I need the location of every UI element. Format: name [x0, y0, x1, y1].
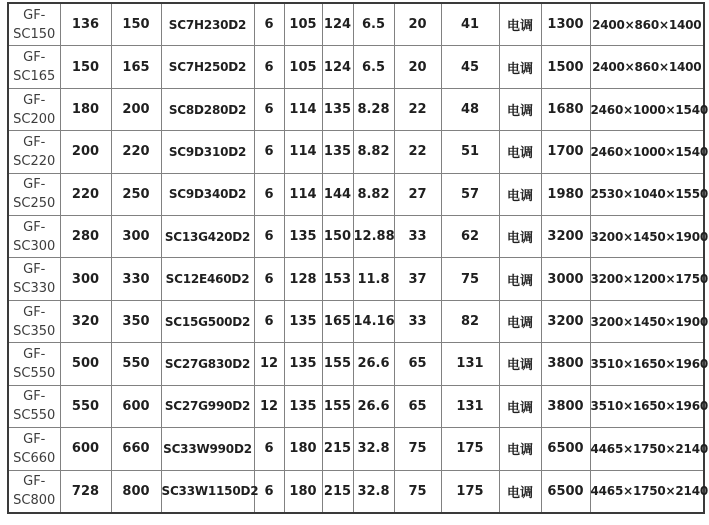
model-line1: GF- — [23, 134, 46, 150]
value-cell: SC7H230D2 — [161, 3, 254, 46]
value-cell: 12 — [254, 385, 284, 427]
value-cell: 180 — [284, 428, 322, 470]
model-cell — [8, 3, 60, 46]
model-line2: SC550 — [13, 365, 56, 381]
value-cell: 3800 — [541, 343, 590, 385]
value-cell: 280 — [60, 216, 111, 258]
value-cell: 660 — [111, 428, 161, 470]
value-cell: 6 — [254, 88, 284, 130]
model-line1: GF- — [23, 346, 46, 362]
value-cell: 135 — [284, 343, 322, 385]
value-cell: 3510×1650×1960 — [590, 343, 704, 385]
value-cell: 6 — [254, 300, 284, 342]
value-cell: 200 — [111, 88, 161, 130]
value-cell: 165 — [322, 300, 353, 342]
value-cell: 6 — [254, 46, 284, 88]
value-cell: 电调 — [499, 258, 541, 300]
value-cell: 135 — [322, 131, 353, 173]
value-cell: 20 — [394, 3, 441, 46]
spec-table — [7, 2, 709, 514]
value-cell: 124 — [322, 3, 353, 46]
model-cell — [8, 385, 60, 427]
model-cell — [8, 258, 60, 300]
value-cell: 6 — [254, 258, 284, 300]
model-line1: GF- — [23, 474, 46, 490]
value-cell: 电调 — [499, 46, 541, 88]
value-cell: 电调 — [499, 385, 541, 427]
value-cell: 600 — [111, 385, 161, 427]
value-cell: 150 — [322, 216, 353, 258]
model-line2: SC550 — [13, 408, 56, 424]
value-cell: 550 — [111, 343, 161, 385]
value-cell: 1300 — [541, 3, 590, 46]
value-cell: 6 — [254, 428, 284, 470]
value-cell: 62 — [441, 216, 499, 258]
value-cell: 12.88 — [353, 216, 394, 258]
table-row — [8, 216, 704, 258]
value-cell: 114 — [284, 88, 322, 130]
spec-table-body — [8, 3, 709, 513]
value-cell: 1980 — [541, 173, 590, 215]
value-cell: 6500 — [541, 428, 590, 470]
model-line1: GF- — [23, 262, 46, 278]
value-cell: 3200 — [541, 216, 590, 258]
model-line2: SC350 — [13, 323, 56, 339]
model-line1: GF- — [23, 219, 46, 235]
value-cell: 3200×1200×1750 — [590, 258, 704, 300]
value-cell: SC33W990D2 — [161, 428, 254, 470]
value-cell: 6 — [254, 131, 284, 173]
value-cell: SC27G830D2 — [161, 343, 254, 385]
value-cell: 200 — [60, 131, 111, 173]
value-cell: 250 — [111, 173, 161, 215]
value-cell: 6 — [254, 173, 284, 215]
value-cell: 3200×1450×1900 — [590, 216, 704, 258]
value-cell: 124 — [322, 46, 353, 88]
value-cell: 350 — [111, 300, 161, 342]
value-cell: 2400×860×1400 — [590, 3, 704, 46]
model-line2: SC200 — [13, 111, 56, 127]
value-cell: 32.8 — [353, 428, 394, 470]
model-line2: SC165 — [13, 69, 56, 85]
value-cell: 220 — [60, 173, 111, 215]
value-cell: 3510×1650×1960 — [590, 385, 704, 427]
table-row — [8, 3, 704, 46]
value-cell: SC15G500D2 — [161, 300, 254, 342]
model-cell — [8, 46, 60, 88]
value-cell: 135 — [322, 88, 353, 130]
value-cell: 135 — [284, 300, 322, 342]
value-cell: 8.82 — [353, 131, 394, 173]
table-row — [8, 173, 704, 215]
value-cell: 175 — [441, 428, 499, 470]
value-cell: SC8D280D2 — [161, 88, 254, 130]
value-cell: 6.5 — [353, 46, 394, 88]
table-row — [8, 300, 704, 342]
value-cell: 150 — [60, 46, 111, 88]
value-cell: 6.5 — [353, 3, 394, 46]
value-cell: 105 — [284, 46, 322, 88]
table-row — [8, 131, 704, 173]
table-row — [8, 385, 704, 427]
value-cell: 65 — [394, 343, 441, 385]
model-line1: GF- — [23, 431, 46, 447]
value-cell: 电调 — [499, 300, 541, 342]
value-cell: 65 — [394, 385, 441, 427]
value-cell: 75 — [394, 428, 441, 470]
value-cell: 电调 — [499, 3, 541, 46]
value-cell: 800 — [111, 470, 161, 513]
value-cell: 22 — [394, 131, 441, 173]
value-cell: 1700 — [541, 131, 590, 173]
value-cell: 电调 — [499, 343, 541, 385]
value-cell: 51 — [441, 131, 499, 173]
value-cell: 220 — [111, 131, 161, 173]
model-cell — [8, 343, 60, 385]
value-cell: 180 — [284, 470, 322, 513]
value-cell: 6 — [254, 216, 284, 258]
model-cell — [8, 88, 60, 130]
value-cell: 2460×1000×1540 — [590, 131, 704, 173]
value-cell: SC12E460D2 — [161, 258, 254, 300]
model-line2: SC330 — [13, 281, 56, 297]
value-cell: 57 — [441, 173, 499, 215]
model-line2: SC800 — [13, 493, 56, 509]
value-cell: 155 — [322, 385, 353, 427]
value-cell: 8.28 — [353, 88, 394, 130]
value-cell: SC9D310D2 — [161, 131, 254, 173]
value-cell: 12 — [254, 343, 284, 385]
value-cell: 11.8 — [353, 258, 394, 300]
value-cell: 6 — [254, 3, 284, 46]
value-cell: 131 — [441, 385, 499, 427]
value-cell: 14.16 — [353, 300, 394, 342]
value-cell: 48 — [441, 88, 499, 130]
value-cell: 26.6 — [353, 385, 394, 427]
value-cell: 3200×1450×1900 — [590, 300, 704, 342]
model-line2: SC250 — [13, 196, 56, 212]
value-cell: 75 — [394, 470, 441, 513]
model-line1: GF- — [23, 7, 46, 23]
value-cell: 82 — [441, 300, 499, 342]
value-cell: 500 — [60, 343, 111, 385]
value-cell: 电调 — [499, 470, 541, 513]
value-cell: 114 — [284, 131, 322, 173]
value-cell: 3200 — [541, 300, 590, 342]
value-cell: 75 — [441, 258, 499, 300]
value-cell: 4465×1750×2140 — [590, 470, 704, 513]
value-cell: 155 — [322, 343, 353, 385]
table-row — [8, 258, 704, 300]
value-cell: 136 — [60, 3, 111, 46]
value-cell: 41 — [441, 3, 499, 46]
value-cell: 320 — [60, 300, 111, 342]
value-cell: 150 — [111, 3, 161, 46]
value-cell: 1500 — [541, 46, 590, 88]
table-row — [8, 88, 704, 130]
value-cell: 175 — [441, 470, 499, 513]
model-line1: GF- — [23, 389, 46, 405]
value-cell: 32.8 — [353, 470, 394, 513]
model-line1: GF- — [23, 304, 46, 320]
model-line2: SC660 — [13, 450, 56, 466]
value-cell: 3000 — [541, 258, 590, 300]
model-cell — [8, 470, 60, 513]
value-cell: 37 — [394, 258, 441, 300]
value-cell: 300 — [111, 216, 161, 258]
table-row — [8, 470, 704, 513]
value-cell: 2460×1000×1540 — [590, 88, 704, 130]
value-cell: 128 — [284, 258, 322, 300]
value-cell: 153 — [322, 258, 353, 300]
value-cell: 215 — [322, 428, 353, 470]
model-line2: SC300 — [13, 238, 56, 254]
model-line1: GF- — [23, 92, 46, 108]
value-cell: 26.6 — [353, 343, 394, 385]
value-cell: 330 — [111, 258, 161, 300]
value-cell: SC9D340D2 — [161, 173, 254, 215]
value-cell: 180 — [60, 88, 111, 130]
model-cell — [8, 173, 60, 215]
value-cell: 2530×1040×1550 — [590, 173, 704, 215]
value-cell: 135 — [284, 385, 322, 427]
value-cell: 4465×1750×2140 — [590, 428, 704, 470]
value-cell: 电调 — [499, 88, 541, 130]
value-cell: SC33W1150D2 — [161, 470, 254, 513]
value-cell: 131 — [441, 343, 499, 385]
value-cell: 电调 — [499, 428, 541, 470]
value-cell: 33 — [394, 216, 441, 258]
value-cell: 600 — [60, 428, 111, 470]
model-line2: SC220 — [13, 153, 56, 169]
table-row — [8, 428, 704, 470]
model-line1: GF- — [23, 177, 46, 193]
value-cell: 3800 — [541, 385, 590, 427]
value-cell: SC27G990D2 — [161, 385, 254, 427]
value-cell: 300 — [60, 258, 111, 300]
value-cell: 105 — [284, 3, 322, 46]
value-cell: 22 — [394, 88, 441, 130]
value-cell: 27 — [394, 173, 441, 215]
model-cell — [8, 300, 60, 342]
model-line1: GF- — [23, 50, 46, 66]
value-cell: 33 — [394, 300, 441, 342]
value-cell: 电调 — [499, 216, 541, 258]
value-cell: 728 — [60, 470, 111, 513]
model-cell — [8, 131, 60, 173]
value-cell: 114 — [284, 173, 322, 215]
table-row — [8, 46, 704, 88]
value-cell: SC7H250D2 — [161, 46, 254, 88]
model-line2: SC150 — [13, 26, 56, 42]
value-cell: 电调 — [499, 131, 541, 173]
value-cell: 135 — [284, 216, 322, 258]
model-cell — [8, 428, 60, 470]
value-cell: 215 — [322, 470, 353, 513]
value-cell: 2400×860×1400 — [590, 46, 704, 88]
value-cell: SC13G420D2 — [161, 216, 254, 258]
value-cell: 6 — [254, 470, 284, 513]
value-cell: 144 — [322, 173, 353, 215]
value-cell: 550 — [60, 385, 111, 427]
value-cell: 165 — [111, 46, 161, 88]
value-cell: 20 — [394, 46, 441, 88]
value-cell: 8.82 — [353, 173, 394, 215]
value-cell: 45 — [441, 46, 499, 88]
table-row — [8, 343, 704, 385]
value-cell: 6500 — [541, 470, 590, 513]
value-cell: 电调 — [499, 173, 541, 215]
model-cell — [8, 216, 60, 258]
value-cell: 1680 — [541, 88, 590, 130]
